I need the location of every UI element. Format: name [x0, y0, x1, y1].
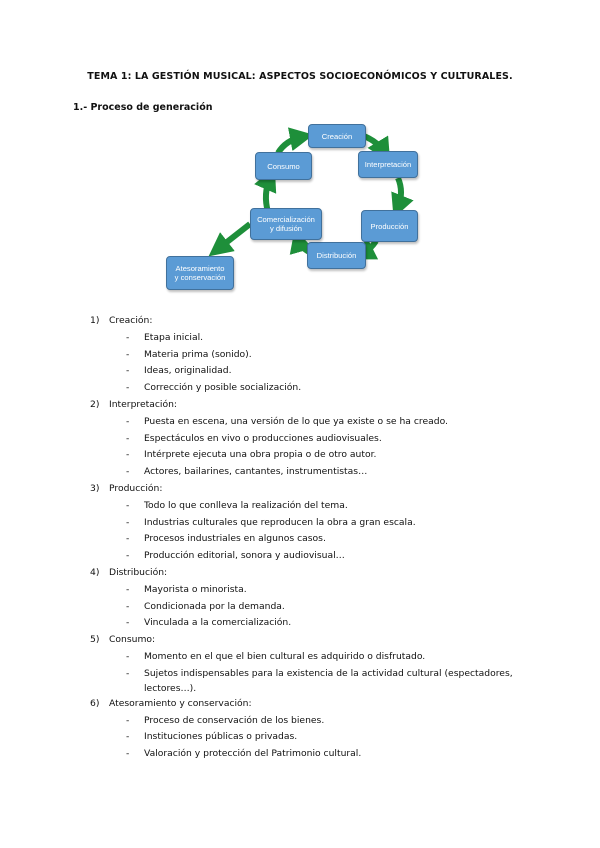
sub-item: [90, 515, 520, 532]
sub-item: [90, 330, 520, 347]
list-item: [90, 481, 520, 498]
arrow-comercializacion-consumo: [266, 178, 270, 212]
sub-item: [90, 666, 520, 696]
arrow-creacion-interpretacion: [364, 136, 384, 152]
node-distribucion: Distribución: [307, 242, 366, 269]
item-label: Producción:: [109, 482, 163, 494]
arrow-consumo-creacion: [278, 137, 302, 153]
sub-item-text: Actores, bailarines, cantantes, instrumentistas…: [144, 466, 368, 478]
node-produccion: Producción: [361, 210, 418, 242]
bullet-dash: -: [126, 583, 130, 595]
process-stages-list: [90, 313, 520, 763]
sub-item: [90, 649, 520, 666]
item-number: 5): [90, 634, 100, 646]
bullet-dash: -: [126, 449, 130, 461]
bullet-dash: -: [126, 331, 130, 343]
bullet-dash: -: [126, 382, 130, 394]
sub-item: [90, 582, 520, 599]
item-label: Interpretación:: [109, 398, 177, 410]
cycle-arrows: [0, 0, 600, 300]
node-atesoramiento: Atesoramiento y conservación: [166, 256, 234, 290]
bullet-dash: -: [126, 499, 130, 511]
item-label: Consumo:: [109, 634, 156, 646]
sub-item-text: Espectáculos en vivo o producciones audiovisuales.: [144, 432, 382, 444]
sub-item: [90, 464, 520, 481]
bullet-dash: -: [126, 533, 130, 545]
sub-item: [90, 548, 520, 565]
sub-item-text: Vinculada a la comercialización.: [144, 617, 292, 629]
sub-item-text: Corrección y posible socialización.: [144, 382, 302, 394]
sub-item-text: Ideas, originalidad.: [144, 365, 232, 377]
node-comercializacion: Comercialización y difusión: [250, 208, 322, 240]
sub-item: [90, 531, 520, 548]
sub-item: [90, 498, 520, 515]
bullet-dash: -: [126, 617, 130, 629]
sub-item-text: Condicionada por la demanda.: [144, 600, 285, 612]
sub-item-text: Puesta en escena, una versión de lo que ya existe o se ha creado.: [144, 415, 448, 427]
sub-item-text: Intérprete ejecuta una obra propia o de otro autor.: [144, 449, 377, 461]
list-item: [90, 565, 520, 582]
item-number: 4): [90, 566, 100, 578]
item-label: Atesoramiento y conservación:: [109, 697, 252, 709]
sub-item-text: Todo lo que conlleva la realización del tema.: [144, 499, 348, 511]
node-consumo: Consumo: [255, 152, 312, 180]
sub-item: [90, 746, 520, 763]
sub-item-text: Mayorista o minorista.: [144, 583, 247, 595]
item-number: 2): [90, 398, 100, 410]
sub-item: [90, 447, 520, 464]
sub-item-text: Instituciones públicas o privadas.: [144, 731, 298, 743]
sub-item: [90, 713, 520, 730]
section-heading: 1.- Proceso de generación: [73, 102, 213, 113]
sub-item-text: Producción editorial, sonora y audiovisual…: [144, 550, 345, 562]
sub-item: [90, 729, 520, 746]
bullet-dash: -: [126, 748, 130, 760]
sub-item-text: Valoración y protección del Patrimonio cultural.: [144, 748, 362, 760]
document-title: TEMA 1: LA GESTIÓN MUSICAL: ASPECTOS SOCIOECONÓMICOS Y CULTURALES.: [87, 71, 513, 82]
item-label: Distribución:: [109, 566, 168, 578]
bullet-dash: -: [126, 550, 130, 562]
list-item: [90, 397, 520, 414]
arrow-interpretacion-produccion: [398, 178, 401, 207]
bullet-dash: -: [126, 466, 130, 478]
sub-item: [90, 347, 520, 364]
item-number: 3): [90, 482, 100, 494]
sub-item-text: Proceso de conservación de los bienes.: [144, 714, 325, 726]
sub-item: [90, 414, 520, 431]
bullet-dash: -: [126, 365, 130, 377]
arrow-to-atesoramiento: [218, 224, 250, 249]
bullet-dash: -: [126, 731, 130, 743]
bullet-dash: -: [126, 516, 130, 528]
item-number: 6): [90, 697, 100, 709]
bullet-dash: -: [126, 415, 130, 427]
bullet-dash: -: [126, 667, 130, 679]
sub-item-text: Sujetos indispensables para la existencia de la actividad cultural (espectadores, lectores…).: [144, 667, 513, 695]
item-number: 1): [90, 315, 100, 326]
bullet-dash: -: [126, 650, 130, 662]
sub-item-text: Industrias culturales que reproducen la obra a gran escala.: [144, 516, 416, 528]
bullet-dash: -: [126, 714, 130, 726]
node-creacion: Creación: [308, 124, 366, 148]
sub-item: [90, 431, 520, 448]
list-item: [90, 696, 520, 713]
item-label: Creación:: [109, 315, 153, 326]
process-cycle-diagram: [0, 0, 600, 300]
sub-item: [90, 363, 520, 380]
sub-item: [90, 615, 520, 632]
sub-item-text: Procesos industriales en algunos casos.: [144, 533, 326, 545]
bullet-dash: -: [126, 348, 130, 360]
list-item: [90, 313, 520, 330]
sub-item-text: Etapa inicial.: [144, 331, 204, 343]
sub-item-text: Momento en el que el bien cultural es adquirido o disfrutado.: [144, 650, 426, 662]
list-item: [90, 632, 520, 649]
sub-item-text: Materia prima (sonido).: [144, 348, 252, 360]
bullet-dash: -: [126, 432, 130, 444]
sub-item: [90, 380, 520, 397]
bullet-dash: -: [126, 600, 130, 612]
sub-item: [90, 599, 520, 616]
node-interpretacion: Interpretación: [358, 151, 418, 178]
